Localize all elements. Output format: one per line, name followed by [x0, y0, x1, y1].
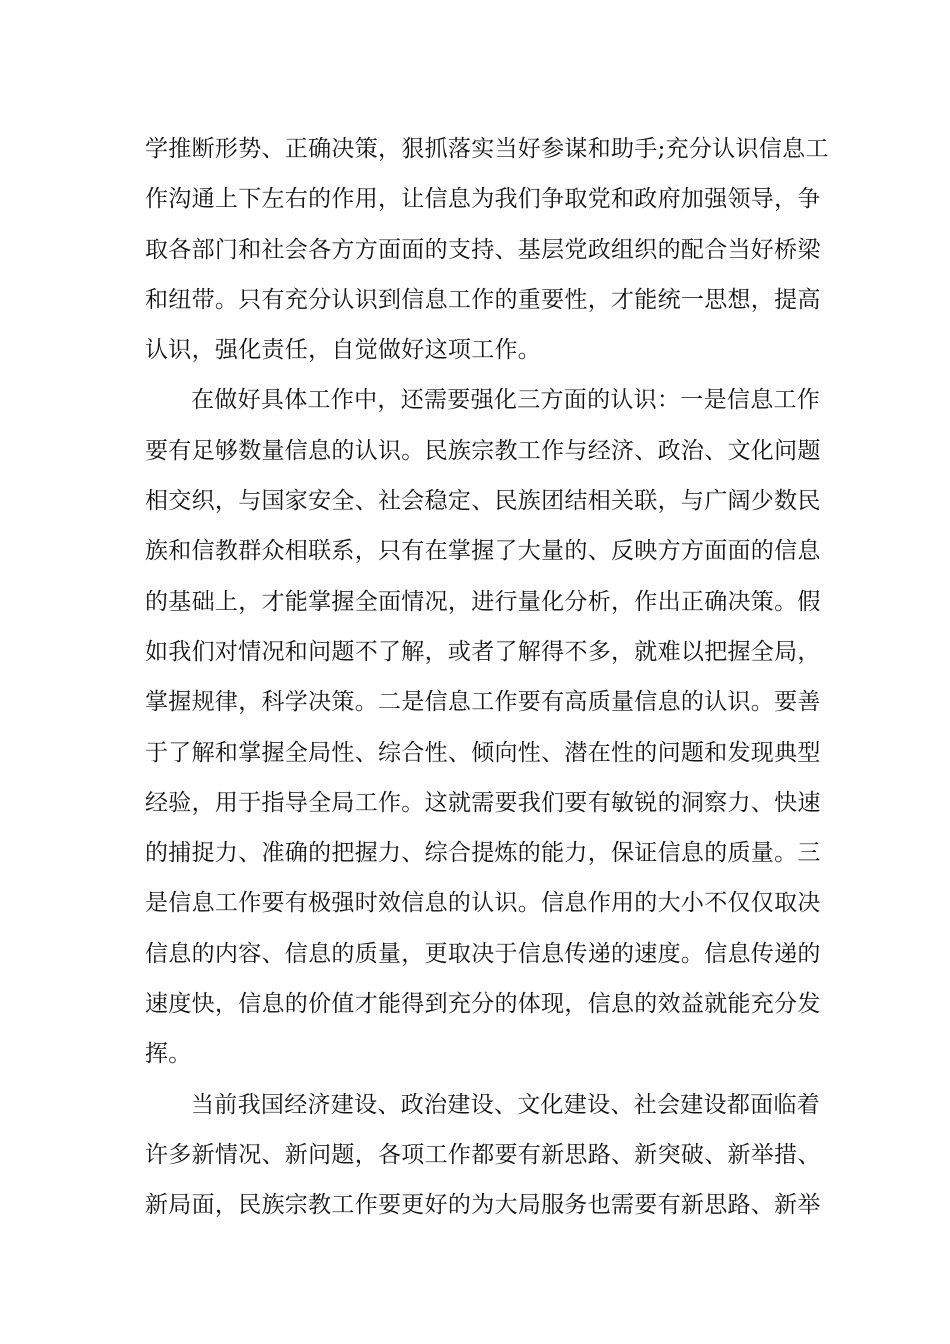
text-line: 学推断形势、正确决策，狠抓落实当好参谋和助手;充分认识信息工 [145, 136, 829, 162]
text-line: 经验，用于指导全局工作。这就需要我们要有敏锐的洞察力、快速 [145, 789, 821, 816]
text-line: 许多新情况、新问题，各项工作都要有新思路、新突破、新举措、 [145, 1141, 821, 1168]
text-line: 是信息工作要有极强时效信息的认识。信息作用的大小不仅仅取决 [145, 890, 821, 917]
text-line: 的基础上，才能掌握全面情况，进行量化分析，作出正确决策。假 [145, 588, 821, 615]
text-line: 相交织，与国家安全、社会稳定、民族团结相关联，与广阔少数民 [145, 488, 821, 515]
text-line: 速度快，信息的价值才能得到充分的体现，信息的效益就能充分发 [145, 991, 821, 1018]
paragraph-1 [145, 124, 829, 375]
paragraph-3 [145, 1080, 821, 1231]
text-line: 在做好具体工作中，还需要强化三方面的认识：一是信息工作 [191, 387, 821, 414]
text-line: 取各部门和社会各方方面面的支持、基层党政组织的配合当好桥梁 [145, 236, 821, 263]
text-line: 要有足够数量信息的认识。民族宗教工作与经济、政治、文化问题 [145, 437, 821, 464]
text-line: 族和信教群众相联系，只有在掌握了大量的、反映方方面面的信息 [145, 538, 821, 565]
text-line: 如我们对情况和问题不了解，或者了解得不多，就难以把握全局， [145, 638, 821, 665]
text-line: 和纽带。只有充分认识到信息工作的重要性，才能统一思想，提高 [145, 286, 821, 313]
text-line: 当前我国经济建设、政治建设、文化建设、社会建设都面临着 [191, 1091, 821, 1118]
text-line: 掌握规律，科学决策。二是信息工作要有高质量信息的认识。要善 [145, 689, 821, 716]
text-line: 的捕捉力、准确的把握力、综合提炼的能力，保证信息的质量。三 [145, 840, 821, 867]
text-line: 信息的内容、信息的质量，更取决于信息传递的速度。信息传递的 [145, 940, 821, 967]
text-line: 于了解和掌握全局性、综合性、倾向性、潜在性的问题和发现典型 [145, 739, 821, 766]
document-body [145, 124, 829, 1231]
text-line: 新局面，民族宗教工作要更好的为大局服务也需要有新思路、新举 [145, 1192, 821, 1219]
paragraph-2 [145, 375, 821, 1079]
text-line: 挥。 [145, 1041, 192, 1068]
text-line: 认识，强化责任，自觉做好这项工作。 [145, 337, 542, 364]
text-line: 作沟通上下左右的作用，让信息为我们争取党和政府加强领导，争 [145, 186, 821, 213]
